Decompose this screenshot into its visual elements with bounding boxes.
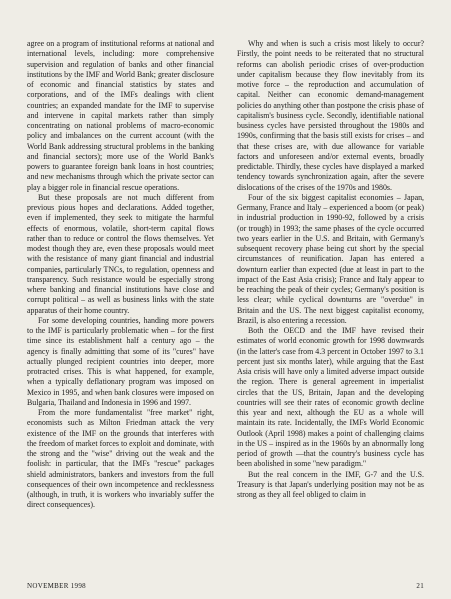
paragraph: But the real concern in the IMF, G-7 and the U.S. Treasury is that Japan's underlying position may not be as strong as they all feel obliged to claim in (237, 469, 424, 499)
paragraph: From the more fundamentalist "free market" right, economists such as Milton Friedman attack the very existence of the IMF on the grounds that interferes with the freedom of market forces to exploit and dominate, with the strong and the "wise" driving out the weak and the foolish: in particular, that the IMFs "rescue" packages shield administrators, bankers and investors from the full consequences of their own incompetence and recklessness (although, in truth, it is workers who invariably suffer the direct consequences). (27, 408, 214, 510)
paragraph: But these proposals are not much different from previous pious hopes and declarations. Added together, even if implemented, they seek to mitigate the harmful effects of enormous, volatile, short-term capital flows rather than to reduce or control the flows themselves. Yet modest though they are, even these proposals would meet with the resistance of many giant financial and industrial companies, particularly TNCs, to regulation, openness and transparency. Such resistance would be especially strong where banking and financial institutions have close and corrupt political – as well as business links with the state apparatus of their home country. (27, 192, 214, 315)
page-number: 21 (416, 582, 424, 590)
right-column (237, 39, 424, 500)
paragraph: For some developing countries, handing more powers to the IMF is particularly problematic when – for the first time since its establishment half a century ago – the agency is finally admitting that some of its "cures" have actually plunged recipient countries into deeper, more protracted crises. This is what happened, for example, when a typically deflationary program was imposed on Mexico in 1995, and when bank closures were imposed on Bulgaria, Thailand and Indonesia in 1996 and 1997. (27, 315, 214, 407)
left-column (27, 39, 214, 511)
paragraph: Why and when is such a crisis most likely to occur? Firstly, the point needs to be reiterated that no structural reforms can abolish periodic crises of over-production under capitalism because they flow inevitably from its motive force – the reproduction and accumulation of capital. Neither can economic demand-management policies do anything other than postpone the crisis phase of capitalism's business cycle. Secondly, identifiable national business cycles have persisted throughout the 1980s and 1990s, confirming that the basis still exists for crises – and that these crises are, with due allowance for variable factors and unforeseen and/or external events, broadly predictable. Thirdly, these cycles have displayed a marked tendency towards synchronization again, after the severe dislocations of the crises of the 1970s and 1980s. (237, 39, 424, 192)
paragraph: Both the OECD and the IMF have revised their estimates of world economic growth for 1998 downwards (in the latter's case from 4.3 percent in October 1997 to 3.1 percent just six months later), while arguing that the East Asia crisis will have only a limited adverse impact outside the region. There is general agreement in imperialist circles that the US, Britain, Japan and the developing countries will see their rates of economic growth decline this year and next, although the EU as a whole will maintain its rate. Incidentally, the IMFs World Economic Outlook (April 1998) makes a point of challenging claims in the US – inspired as in the 1960s by an abnormally long period of growth —that the country's business cycle has been abolished in some "new paradigm." (237, 326, 424, 469)
paragraph: Four of the six biggest capitalist economies – Japan, Germany, France and Italy – experienced a boom (or peak) in industrial production in 1990-92, followed by a crisis (or trough) in 1993; the same phases of the cycle occurred two years earlier in the U.S. and Britain, with Germany's subsequent recovery phase being cut short by the special circumstances of reunification. Japan has entered a downturn earlier than expected (due at least in part to the impact of the East Asia crisis); France and Italy appear to be reaching the peak of their cycles; Germany's position is less clear; while cyclical downturns are "overdue" in Britain and the US. The next biggest capitalist economy, Brazil, is also entering a recession. (237, 192, 424, 325)
issue-date: NOVEMBER 1998 (27, 582, 86, 590)
paragraph: agree on a program of institutional reforms at national and international levels, including: more comprehensive supervision and regulation of banks and other financial institutions by the IMF and World Bank; greater disclosure of economic and financial statistics by states and corporations, and of the IMFs dealings with client countries; an expanded mandate for the IMF to supervise and intervene in capital markets rather than simply concentrating on national problems of macro-economic policy and imbalances on the current account (with the World Bank addressing structural problems in the banking and financial sectors); more use of the World Bank's powers to guarantee foreign bank loans in host countries; and new mechanisms through which the private sector can play a bigger role in financial rescue operations. (27, 39, 214, 192)
